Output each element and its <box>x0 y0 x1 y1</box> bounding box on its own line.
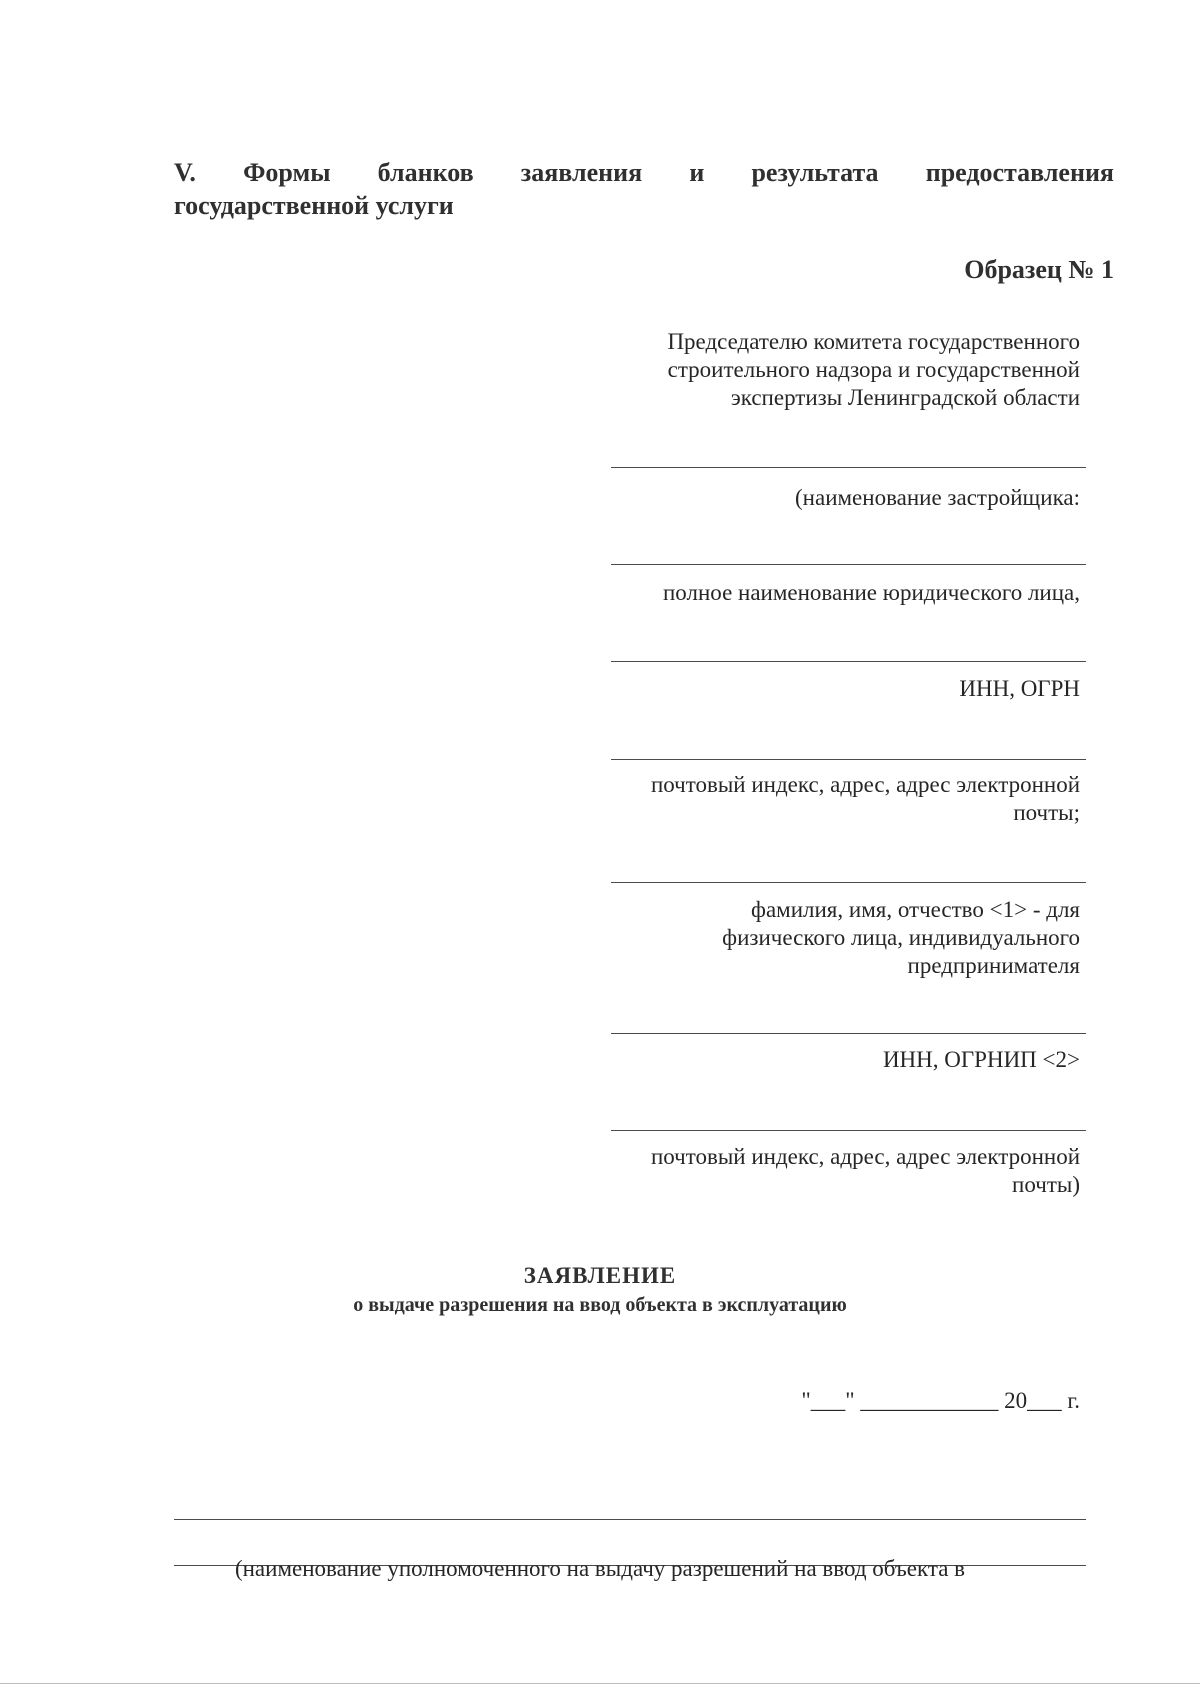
document-title: ЗАЯВЛЕНИЕ <box>523 1263 677 1288</box>
blank-line-inn-ogrn <box>611 661 1086 662</box>
section-heading-line1 <box>174 156 1114 189</box>
field-caption-developer-name: (наименование застройщика: <box>795 485 1080 510</box>
field-caption-address-2: почтовый индекс, адрес, адрес электронной почты) <box>650 1144 1080 1197</box>
page-bottom-edge <box>0 1683 1200 1684</box>
field-caption-address: почтовый индекс, адрес, адрес электронной почты; <box>650 772 1080 825</box>
blank-line-applicant-name <box>611 467 1086 468</box>
authority-caption: (наименование уполномоченного на выдачу разрешений на ввод объекта в <box>234 1556 966 1581</box>
section-heading <box>174 156 1114 222</box>
blank-line-inn-ogrnip <box>611 1033 1086 1034</box>
blank-line-address <box>611 759 1086 760</box>
addressee-block: Председателю комитета государственного строительного надзора и государственной экспертизы Ленинградской области <box>667 329 1080 410</box>
blank-line-legal-name <box>611 564 1086 565</box>
document-subtitle: о выдаче разрешения на ввод объекта в эксплуатацию <box>353 1294 847 1316</box>
field-caption-full-name: фамилия, имя, отчество <1> - для физического лица, индивидуального предпринимателя <box>722 897 1080 978</box>
blank-line-full-name <box>611 882 1086 883</box>
blank-line-authority-1 <box>174 1519 1086 1520</box>
blank-line-address-2 <box>611 1130 1086 1131</box>
field-caption-inn-ogrnip: ИНН, ОГРНИП <2> <box>882 1047 1080 1072</box>
heading-word: Формы <box>243 158 331 187</box>
field-caption-legal-name: полное наименование юридического лица, <box>663 580 1080 605</box>
heading-word: предоставления <box>925 158 1114 187</box>
heading-word: заявления <box>520 158 643 187</box>
heading-word: бланков <box>377 158 474 187</box>
heading-word: и <box>689 158 705 187</box>
field-caption-inn-ogrn: ИНН, ОГРН <box>959 676 1080 701</box>
section-heading-line2: государственной услуги <box>174 191 454 220</box>
heading-word: V. <box>174 158 196 187</box>
heading-word: результата <box>751 158 879 187</box>
sample-label: Образец № 1 <box>964 255 1114 284</box>
date-line: "___" ____________ 20___ г. <box>801 1388 1080 1413</box>
